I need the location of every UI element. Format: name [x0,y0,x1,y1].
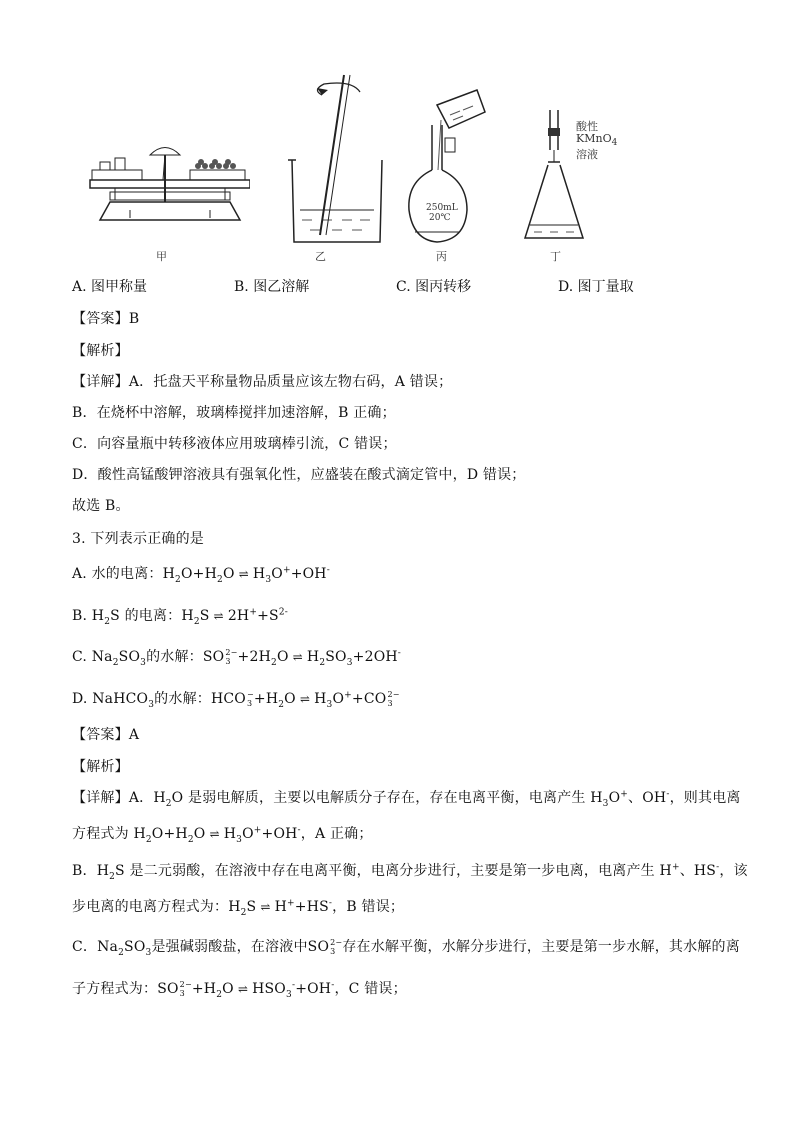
beaker-figure [282,70,392,245]
q3-option-b: B. $H_2S$ 的电离：$H_2S$ ⇌ $2H^++S^{2-}$ [72,607,288,627]
q2-answer: 【答案】B [72,311,140,327]
q3-detail-c-line1: C．$Na_2SO_3$是强碱弱酸盐，在溶液中SO 2− 3 存在水解平衡，水解分步进行，主要是第一步水解，其水解的离 [72,938,740,958]
option-d: D. 图丁量取 [558,279,634,295]
figure-label-bing: 丙 [436,250,447,263]
burette-label-solution: 溶液 [576,148,598,161]
q3-analysis-heading: 【解析】 [72,759,129,775]
figure-label-jia: 甲 [156,250,167,263]
q3-detail-a-line2: 方程式为 $H_2O+H_2O$ ⇌ $H_3O^++OH^-$，A 正确； [72,825,373,845]
q2-detail-d: D．酸性高锰酸钾溶液具有强氧化性，应盛装在酸式滴定管中，D 错误； [72,467,526,483]
q3-option-c: C. $Na_2SO_3$的水解：SO 2− 3 $+2H_2O$ ⇌ $H_2SO_3+2OH^-$ [72,648,402,668]
q3-detail-c-line2: 子方程式为：SO 2− 3 $+H_2O$ ⇌ $HSO_3^-+OH^-$，C 错误； [72,980,407,1000]
figure-label-ding: 丁 [550,250,561,263]
option-c: C. 图丙转移 [396,279,472,295]
option-b: B. 图乙溶解 [234,279,310,295]
option-a: A. 图甲称量 [72,279,148,295]
titration-figure [520,70,620,245]
q3-detail-a-line1: 【详解】A．$H_2O$ 是弱电解质，主要以电解质分子存在，存在电离平衡，电离产生 $H_3O^+$、OH-，则其电离 [72,789,741,809]
flask-temp-text: 20℃ [429,213,451,223]
apparatus-figures [60,70,740,270]
burette-label-kmno4: KMnO$_4$ [576,132,618,149]
q2-conclusion: 故选 B。 [72,498,130,514]
q3-stem: 3. 下列表示正确的是 [72,531,205,547]
q2-detail-a: 【详解】A．托盘天平称量物品质量应该左物右码，A 错误； [72,374,453,390]
q3-option-a: A. 水的电离：$H_2O+H_2O$ ⇌ $H_3O^++OH^-$ [72,565,330,585]
balance-figure [70,70,250,240]
flask-volume-text: 250mL [426,203,458,213]
q3-detail-b-line1: B．$H_2S$ 是二元弱酸，在溶液中存在电离平衡，电离分步进行，主要是第一步电离，电离产生 H+、HS-，该 [72,862,748,882]
q3-detail-b-line2: 步电离的电离方程式为：$H_2S$ ⇌ H++HS-，B 错误； [72,898,405,918]
figure-label-yi: 乙 [315,250,326,263]
q2-detail-b: B．在烧杯中溶解，玻璃棒搅拌加速溶解，B 正确； [72,405,396,421]
q2-detail-c: C．向容量瓶中转移液体应用玻璃棒引流，C 错误； [72,436,397,452]
q3-answer: 【答案】A [72,727,140,743]
q2-analysis-heading: 【解析】 [72,343,129,359]
q3-option-d: D. NaHCO$_3$的水解：HCO − 3 $+H_2O$ ⇌ $H_3O^++CO$ 2− 3 [72,690,400,710]
burette-label-acidic: 酸性 [576,120,598,133]
